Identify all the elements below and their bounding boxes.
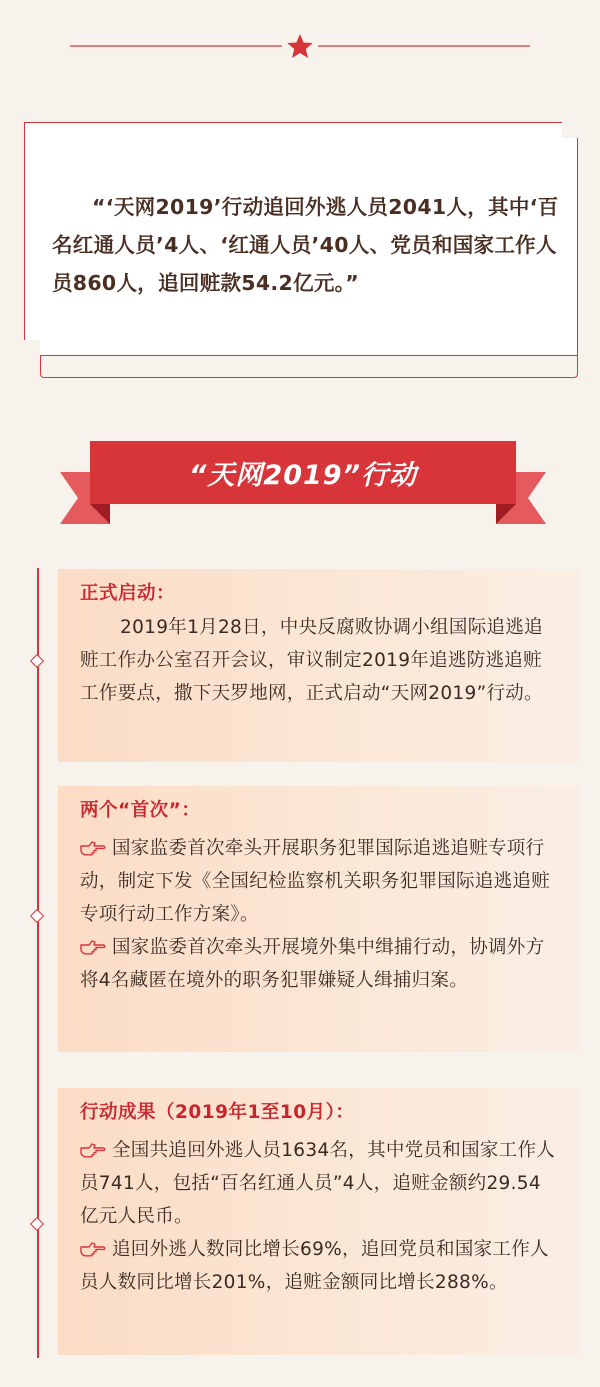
list-item-text: 全国共追回外逃人员1634名，其中党员和国家工作人员741人，包括“百名红通人员”4人，追赃金额约29.54亿元人民币。 <box>80 1140 556 1227</box>
timeline-node <box>30 654 44 668</box>
list-item <box>80 832 557 931</box>
section-title: 行动成果（2019年1至10月）： <box>80 1102 355 1123</box>
list-item <box>80 931 557 997</box>
section-card-two-firsts <box>58 786 579 1052</box>
quote-text: “‘天网2019’行动追回外逃人员2041人，其中‘百名红通人员’4人、‘红通人员’40人、党员和国家工作人员860人，追回赃款54.2亿元。” <box>52 195 559 295</box>
pointing-hand-icon <box>80 1241 106 1257</box>
list-item <box>80 1233 557 1299</box>
timeline-node <box>30 909 44 923</box>
pointing-hand-icon <box>80 939 106 955</box>
section-card-launch <box>58 569 579 762</box>
section-paragraph: 2019年1月28日，中央反腐败协调小组国际追逃追赃工作办公室召开会议，审议制定2019年追逃防逃追赃工作要点，撒下天罗地网，正式启动“天网2019”行动。 <box>80 617 543 704</box>
star-icon <box>287 34 313 58</box>
timeline-line <box>37 568 39 1358</box>
list-item <box>80 1134 557 1233</box>
timeline-node <box>30 1217 44 1231</box>
list-item-text: 国家监委首次牵头开展境外集中缉捕行动，协调外方将4名藏匿在境外的职务犯罪嫌疑人缉捕归案。 <box>80 937 545 991</box>
section-card-results <box>58 1088 579 1355</box>
list-item-text: 追回外逃人数同比增长69%，追回党员和国家工作人员人数同比增长201%，追赃金额同比增长288%。 <box>80 1239 549 1293</box>
section-title: 正式启动： <box>80 583 176 604</box>
section-title: 两个“首次”： <box>80 800 201 821</box>
section-banner-title: “天网2019”行动 <box>189 459 417 491</box>
pointing-hand-icon <box>80 840 106 856</box>
pointing-hand-icon <box>80 1142 106 1158</box>
top-divider <box>0 32 600 62</box>
list-item-text: 国家监委首次牵头开展职务犯罪国际追逃追赃专项行动，制定下发《全国纪检监察机关职务犯罪国际追逃追赃专项行动工作方案》。 <box>80 838 551 925</box>
